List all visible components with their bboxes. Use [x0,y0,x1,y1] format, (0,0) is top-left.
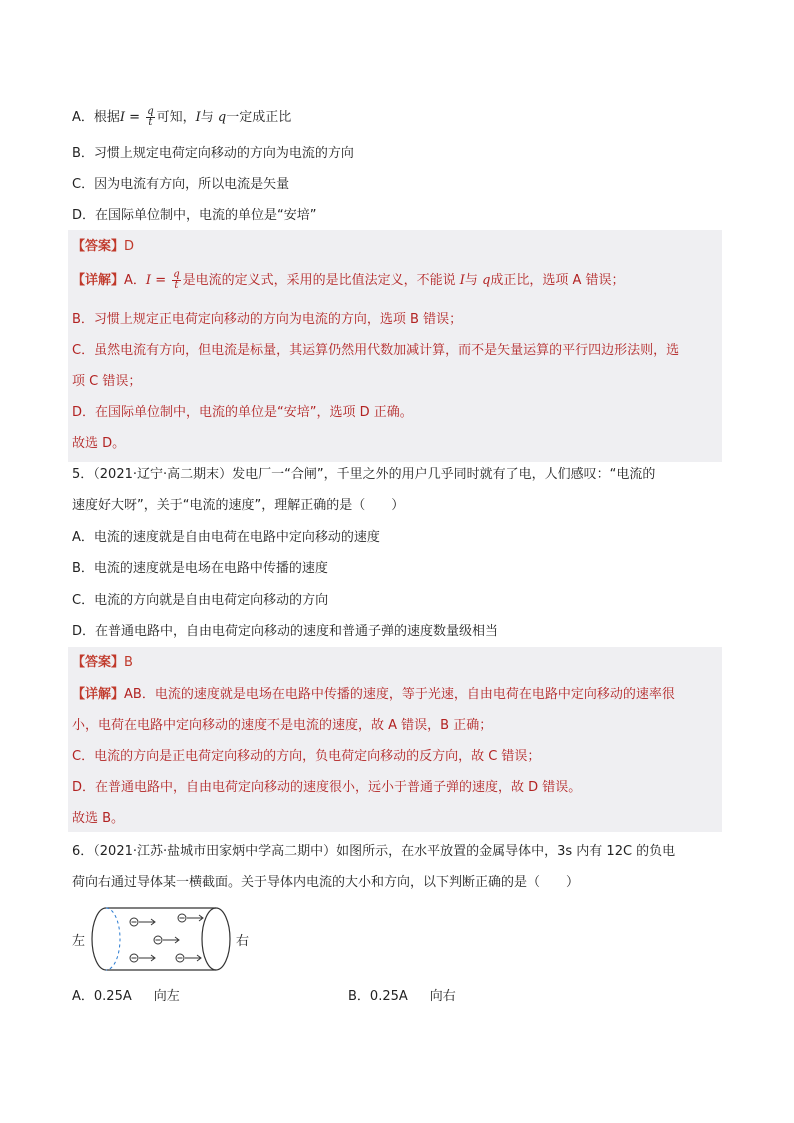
q4-answer [72,237,134,257]
answer-value: D [124,239,135,254]
detail-suffix: 成正比，选项 A 错误； [490,273,625,288]
answer-tag: 【答案】 [72,239,125,254]
q5-option-c: C．电流的方向就是自由电荷定向移动的方向 [72,593,329,608]
detail-text: AB．电流的速度就是电场在电路中传播的速度，等于光速，自由电荷在电路中定向移动的速率很 [124,687,675,702]
answer-value: B [124,655,133,670]
detail-tag: 【详解】 [72,687,125,702]
q5-detail-2: C．电流的方向是正电荷定向移动的方向，负电荷定向移动的反方向，故 C 错误； [72,749,541,764]
math-eq: = [151,273,171,288]
fraction-q-over-t [172,270,180,291]
fraction-denominator: t [148,117,153,128]
fraction-numerator: q [147,106,154,117]
figure-label-right: 右 [236,934,250,949]
q4-option-a-mid: 可知， [156,110,196,125]
q5-stem-2: 速度好大呀”，关于“电流的速度”，理解正确的是（ ） [72,498,405,513]
detail-mid: 是电流的定义式，采用的是比值法定义，不能说 [182,273,460,288]
conductor-cylinder [70,900,270,980]
detail-and: 与 [464,273,483,288]
q4-option-a-prefix: A．根据 [72,110,120,125]
q4-option-a [72,107,291,128]
q4-option-a-and: 与 [200,110,218,125]
q4-conclusion: 故选 D。 [72,436,126,451]
math-eq: = [125,110,145,125]
answer-tag: 【答案】 [72,655,125,670]
q6-option-b-direction: 向右 [429,989,456,1004]
q4-detail-3b: 项 C 错误； [72,374,142,389]
q5-detail-1b: 小，电荷在电路中定向移动的速度不是电流的速度，故 A 错误，B 正确； [72,718,493,733]
q5-conclusion: 故选 B。 [72,811,125,826]
q4-detail-1 [72,270,625,291]
q6-stem-2: 荷向右通过导体某一横截面。关于导体内电流的大小和方向，以下判断正确的是（ ） [72,875,580,890]
q6-option-a-direction: 向左 [153,989,180,1004]
q4-option-b: B．习惯上规定电荷定向移动的方向为电流的方向 [72,146,354,161]
q6-option-b [348,987,456,1007]
q5-answer-panel [68,647,722,832]
q4-option-d: D．在国际单位制中，电流的单位是“安培” [72,208,317,223]
figure-label-left: 左 [72,934,86,949]
fraction-denominator: t [174,280,179,291]
detail-tag: 【详解】 [72,273,125,288]
math-var: q [217,110,227,125]
q4-detail-4: D．在国际单位制中，电流的单位是“安培”，选项 D 正确。 [72,405,413,420]
math-var: q [482,273,491,288]
q5-stem-1: 5．（2021·辽宁·高二期末）发电厂一“合闸”，千里之外的用户几乎同时就有了电，人们感叹：“电流的 [72,467,656,482]
q5-answer [72,653,133,673]
q6-stem-1: 6．（2021·江苏·盐城市田家炳中学高二期中）如图所示，在水平放置的金属导体中，3s 内有 12C 的负电 [72,844,676,859]
q5-detail-1a [72,685,675,705]
q5-detail-3: D．在普通电路中，自由电荷定向移动的速度很小，远小于普通子弹的速度，故 D 错误。 [72,780,582,795]
math-var: I [119,110,126,125]
q5-option-a: A．电流的速度就是自由电荷在电路中定向移动的速度 [72,530,380,545]
q5-option-b: B．电流的速度就是电场在电路中传播的速度 [72,561,328,576]
q6-option-b-value: B．0.25A [348,989,408,1004]
fraction-q-over-t [146,107,154,128]
q4-option-c: C．因为电流有方向，所以电流是矢量 [72,177,290,192]
q5-option-d: D．在普通电路中，自由电荷定向移动的速度和普通子弹的速度数量级相当 [72,624,499,639]
q6-option-a [72,987,180,1007]
q4-option-a-suffix: 一定成正比 [226,110,292,125]
math-var: I [145,273,152,288]
math-var: I [459,273,465,288]
conductor-figure [70,900,270,980]
q6-option-a-value: A．0.25A [72,989,132,1004]
q4-detail-3a: C．虽然电流有方向，但电流是标量，其运算仍然用代数加减计算，而不是矢量运算的平行四边形法则，选 [72,343,680,358]
math-var: I [195,110,201,125]
detail-prefix: A． [124,273,146,288]
q4-detail-2: B．习惯上规定正电荷定向移动的方向为电流的方向，选项 B 错误； [72,312,463,327]
fraction-numerator: q [173,269,180,280]
